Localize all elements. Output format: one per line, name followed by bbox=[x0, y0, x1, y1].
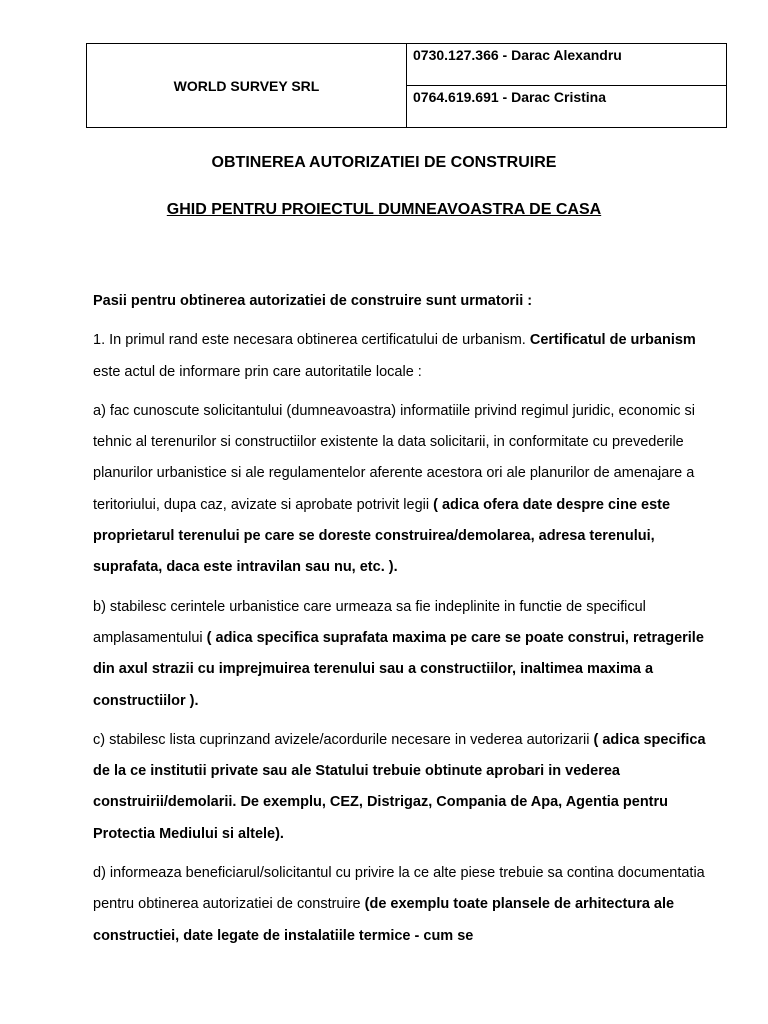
document-body bbox=[93, 286, 713, 960]
item-d-text: d) informeaza beneficiarul/solicitantul cu privire la ce alte piese trebuie sa contina documentatia pentru obtinerea autorizatiei de construire bbox=[93, 865, 705, 913]
item-b-bold: ( adica specifica suprafata maxima pe care se poate construi, retragerile din axul strazii cu imprejmuirea terenului sau a constructiilor, inaltimea maxima a constructiilor ). bbox=[93, 629, 704, 709]
header-table bbox=[86, 43, 727, 128]
item-b-paragraph bbox=[93, 592, 713, 717]
step-1-bold: Certificatul de urbanism bbox=[529, 332, 696, 349]
item-d-paragraph bbox=[93, 858, 713, 952]
item-b-text: b) stabilesc cerintele urbanistice care urmeaza sa fie indeplinite in functie de specificul amplasamentului bbox=[93, 598, 646, 646]
step-1-text-a: 1. In primul rand este necesara obtinerea certificatului de urbanism. bbox=[93, 332, 530, 349]
item-a-paragraph bbox=[93, 396, 713, 584]
document-title: OBTINEREA AUTORIZATIEI DE CONSTRUIRE bbox=[211, 154, 557, 171]
contact-phone-1: 0730.127.366 - Darac Alexandru bbox=[407, 44, 727, 86]
step-1-text-b: este actul de informare prin care autoritatile locale : bbox=[93, 363, 422, 380]
item-a-bold: ( adica ofera date despre cine este proprietarul terenului pe care se doreste construirea/demolarea, adresa terenului, suprafata, daca este intravilan sau nu, etc. ). bbox=[93, 496, 671, 576]
step-1-paragraph bbox=[93, 325, 713, 388]
contact-phone-2: 0764.619.691 - Darac Cristina bbox=[407, 86, 727, 128]
item-c-text: c) stabilesc lista cuprinzand avizele/acordurile necesare in vederea autorizarii bbox=[93, 731, 594, 748]
company-name: WORLD SURVEY SRL bbox=[87, 44, 407, 128]
item-a-text: a) fac cunoscute solicitantului (dumneavoastra) informatiile privind regimul juridic, economic si tehnic al terenurilor si constructiilor existente la data solicitarii, in conformitate cu prevederile planurilor urbanistice si ale regulamentelor aferente acestora ori ale planurilor de amenajare a teritoriului, dupa caz, avizate si aprobate potrivit legii bbox=[93, 402, 696, 513]
document-subtitle: GHID PENTRU PROIECTUL DUMNEAVOASTRA DE CASA bbox=[166, 201, 602, 218]
item-c-bold: ( adica specifica de la ce institutii private sau ale Statului trebuie obtinute aprobari in vederea construirii/demolarii. De exemplu, CEZ, Distrigaz, Compania de Apa, Agentia pentru Protectia Mediului si altele). bbox=[93, 731, 706, 842]
intro-paragraph: Pasii pentru obtinerea autorizatiei de construire sunt urmatorii : bbox=[93, 293, 533, 309]
item-d-bold: (de exemplu toate plansele de arhitectura ale constructiei, date legate de instalatiile termice - cum se bbox=[93, 896, 675, 944]
item-c-paragraph bbox=[93, 725, 713, 850]
